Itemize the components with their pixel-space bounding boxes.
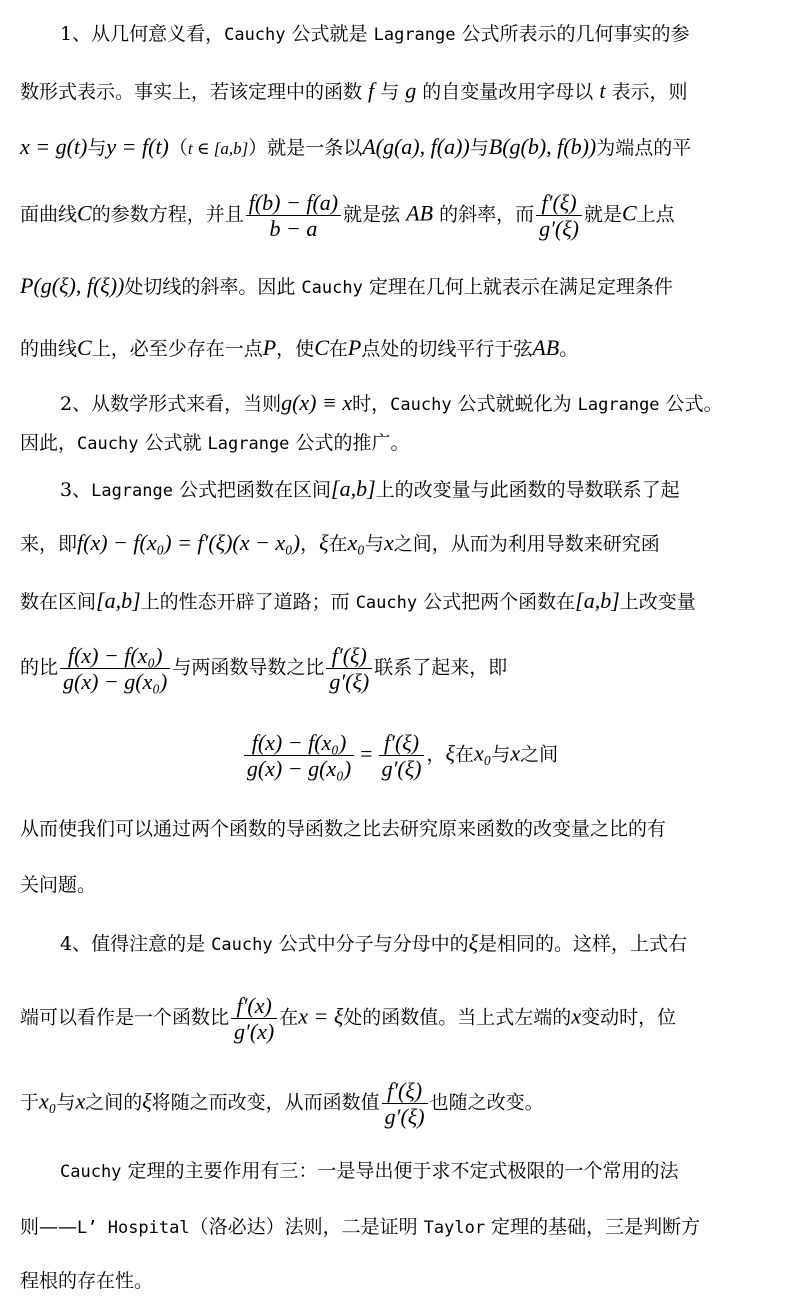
- text: 关问题。: [20, 874, 97, 896]
- lagrange-term: Lagrange: [373, 25, 456, 45]
- text: 上点: [636, 203, 675, 226]
- cauchy-term: Cauchy: [301, 278, 363, 298]
- math-xi: ξ: [445, 740, 455, 766]
- denominator: g′(ξ): [329, 669, 370, 695]
- text: 上的性态开辟了道路；而: [140, 591, 356, 613]
- text: ，: [300, 533, 320, 555]
- cauchy-term: Cauchy: [77, 434, 139, 454]
- p3-line3: [20, 590, 780, 612]
- p1-line4: [20, 190, 780, 241]
- text: 的自变量改用字母以: [416, 81, 600, 103]
- text: 时，: [352, 393, 391, 415]
- math-x: x: [383, 530, 394, 555]
- text: 之间: [520, 743, 559, 766]
- fraction-derivative-ratio: [536, 190, 582, 241]
- math-C: C: [77, 335, 92, 360]
- numerator: f′(ξ): [536, 190, 582, 216]
- text: 的斜率，而: [433, 203, 535, 226]
- text: 处的函数值。当上式左端的: [343, 1006, 572, 1029]
- text: 在: [279, 1006, 299, 1029]
- fraction-increment-ratio: [60, 643, 170, 694]
- fraction-derivative-function: [231, 993, 277, 1044]
- p3-line2: [20, 532, 780, 554]
- text: 点处的切线平行于弦: [361, 338, 533, 360]
- p5-line1: [60, 1162, 780, 1181]
- text: 1、从几何意义看，: [60, 23, 225, 45]
- p3-line6: [20, 876, 780, 895]
- text: 的参数方程，并且: [91, 203, 244, 226]
- fraction-increment-ratio: [244, 730, 354, 781]
- display-equation: [0, 730, 800, 781]
- math-xi: ξ: [142, 1088, 152, 1114]
- text: 与: [491, 743, 511, 766]
- text: 与两函数导数之比: [172, 656, 325, 679]
- text: 则——: [20, 1216, 78, 1238]
- p5-line3: [20, 1272, 780, 1291]
- p3-line4: [20, 643, 780, 694]
- p3-line1: [60, 478, 780, 500]
- text: 在: [454, 743, 474, 766]
- math-interval: [a,b]: [575, 588, 620, 613]
- lagrange-term: Lagrange: [91, 481, 173, 501]
- numerator: f(b) − f(a): [246, 190, 341, 216]
- math-xi: ξ: [468, 930, 479, 955]
- text: 与: [374, 81, 406, 103]
- text: 来，即: [20, 533, 78, 555]
- numerator: f′(ξ): [382, 1078, 428, 1104]
- math-point-A: A(g(a), f(a)): [362, 134, 470, 159]
- text: 变动时，位: [581, 1006, 677, 1029]
- text: 是相同的。这样，上式右: [478, 933, 688, 955]
- math-t: t: [599, 78, 606, 103]
- lhospital-term: L’ Hospital: [77, 1218, 190, 1238]
- p1-line6: [20, 337, 780, 359]
- math-point-P: P(g(ξ), f(ξ)): [20, 273, 125, 298]
- text: 端可以看作是一个函数比: [20, 1006, 230, 1029]
- fraction-chord-slope: [246, 190, 341, 241]
- text: 公式就是: [285, 23, 374, 45]
- numerator: f′(ξ): [379, 730, 425, 756]
- math-x: x: [510, 740, 521, 766]
- math-f: f: [368, 78, 375, 103]
- numerator: f(x) − f(x₀): [60, 643, 170, 669]
- text: ，: [426, 743, 446, 766]
- cauchy-term: Cauchy: [355, 593, 418, 613]
- text: 数形式表示。事实上，若该定理中的函数: [20, 81, 369, 103]
- text: 公式。: [659, 393, 723, 415]
- cauchy-term: Cauchy: [211, 935, 273, 955]
- text: 表示，则: [605, 81, 688, 103]
- denominator: g′(x): [234, 1019, 275, 1045]
- text: ）就是一条以: [248, 137, 363, 159]
- math-domain: t ∈ [a,b]: [187, 139, 249, 158]
- denominator: b − a: [269, 216, 318, 242]
- p3-line5: [20, 820, 780, 839]
- text: 为端点的平: [596, 137, 692, 159]
- math-P: P: [347, 335, 362, 360]
- text: 就是: [583, 203, 622, 226]
- numerator: f′(ξ): [326, 643, 372, 669]
- math-interval: [a,b]: [96, 588, 141, 613]
- text: 公式就蜕化为: [451, 393, 578, 415]
- lagrange-term: Lagrange: [577, 395, 660, 415]
- p1-line3: [20, 136, 780, 158]
- p4-line1: [60, 932, 780, 954]
- p4-line2: [20, 993, 780, 1044]
- text: 公式的推广。: [289, 432, 410, 454]
- math-g: g: [405, 78, 417, 103]
- math-x0: x₀: [347, 530, 365, 555]
- text: 数在区间: [20, 591, 97, 613]
- text: 在: [328, 533, 348, 555]
- math-point-B: B(g(b), f(b)): [488, 134, 597, 159]
- denominator: g′(ξ): [539, 216, 579, 242]
- text: 上改变量: [619, 591, 696, 613]
- text: 3、: [60, 479, 92, 501]
- math-lagrange-formula: f(x) − f(x₀) = f′(ξ)(x − x₀): [77, 530, 301, 555]
- numerator: f′(x): [231, 993, 277, 1019]
- text: 将随之而改变，从而函数值: [151, 1091, 380, 1114]
- p2-line2: [20, 434, 780, 453]
- text: 定理的主要作用有三：一是导出便于求不定式极限的一个常用的法: [121, 1160, 679, 1182]
- math-x0: x₀: [39, 1088, 57, 1114]
- text: 因此，: [20, 432, 78, 454]
- text: 于: [20, 1091, 40, 1114]
- text: 上，必至少存在一点: [91, 338, 263, 360]
- fraction-derivative-ratio: [379, 730, 425, 781]
- math-g-identity: g(x) ≡ x: [281, 390, 353, 415]
- text: 上的改变量与此函数的导数联系了起: [375, 479, 680, 501]
- math-xi: ξ: [319, 530, 329, 555]
- text: ，使: [276, 338, 315, 360]
- text: 公式就: [138, 432, 208, 454]
- equals-sign: =: [360, 740, 373, 766]
- math-x-eq-xi: x = ξ: [298, 1003, 344, 1029]
- math-x: x: [75, 1088, 86, 1114]
- fraction-derivative-ratio: [326, 643, 372, 694]
- lagrange-term: Lagrange: [207, 434, 290, 454]
- text: 定理的基础，三是判断方: [485, 1216, 701, 1238]
- p2-line1: [60, 392, 780, 414]
- text: 就是弦: [343, 203, 407, 226]
- cauchy-term: Cauchy: [60, 1162, 122, 1182]
- text: 公式把函数在区间: [172, 479, 332, 501]
- denominator: g′(ξ): [381, 756, 422, 782]
- text: 与: [469, 137, 489, 159]
- math-AB: AB: [406, 200, 434, 226]
- text: 在: [328, 338, 348, 360]
- math-x0: x₀: [473, 740, 492, 766]
- math-C: C: [314, 335, 329, 360]
- text: 公式中分子与分母中的: [272, 933, 469, 955]
- p5-line2: [20, 1218, 780, 1237]
- denominator: g(x) − g(x₀): [246, 756, 352, 782]
- text: 公式把两个函数在: [417, 591, 576, 613]
- text: 从而使我们可以通过两个函数的导函数之比去研究原来函数的改变量之比的有: [20, 818, 667, 840]
- text: 之间，从而为利用导数来研究函: [393, 533, 660, 555]
- math-interval: [a,b]: [331, 476, 376, 501]
- p1-line5: [20, 275, 780, 297]
- text: 的比: [20, 656, 59, 679]
- text: （洛必达）法则，二是证明: [189, 1216, 424, 1238]
- p4-line3: [20, 1078, 780, 1129]
- text: 处切线的斜率。因此: [124, 276, 302, 298]
- text: 面曲线: [20, 203, 78, 226]
- text: 公式所表示的几何事实的参: [455, 23, 690, 45]
- math-y-eq-f-t: y = f(t): [106, 134, 169, 159]
- cauchy-term: Cauchy: [224, 25, 286, 45]
- p1-line1: [60, 25, 780, 44]
- text: 联系了起来，即: [374, 656, 508, 679]
- denominator: g′(ξ): [384, 1104, 425, 1130]
- math-x-eq-g-t: x = g(t): [20, 134, 88, 159]
- text: 与: [87, 137, 107, 159]
- denominator: g(x) − g(x₀): [63, 669, 168, 695]
- text: 程根的存在性。: [20, 1270, 154, 1292]
- fraction-derivative-ratio: [382, 1078, 428, 1129]
- text: 的曲线: [20, 338, 78, 360]
- math-C: C: [77, 200, 92, 226]
- text: 与: [56, 1091, 76, 1114]
- text: 与: [364, 533, 384, 555]
- text: 4、值得注意的是: [60, 933, 212, 955]
- p1-line2: [20, 80, 780, 102]
- text: 之间的: [85, 1091, 143, 1114]
- math-AB: AB: [532, 335, 560, 360]
- text: （: [168, 137, 188, 159]
- text: 2、从数学形式来看，当则: [60, 393, 282, 415]
- math-x: x: [571, 1003, 582, 1029]
- cauchy-term: Cauchy: [390, 395, 452, 415]
- text: 。: [559, 338, 579, 360]
- text: 定理在几何上就表示在满足定理条件: [362, 276, 673, 298]
- math-C: C: [621, 200, 637, 226]
- math-P: P: [262, 335, 277, 360]
- text: 也随之改变。: [429, 1091, 544, 1114]
- numerator: f(x) − f(x₀): [244, 730, 354, 756]
- taylor-term: Taylor: [423, 1218, 486, 1238]
